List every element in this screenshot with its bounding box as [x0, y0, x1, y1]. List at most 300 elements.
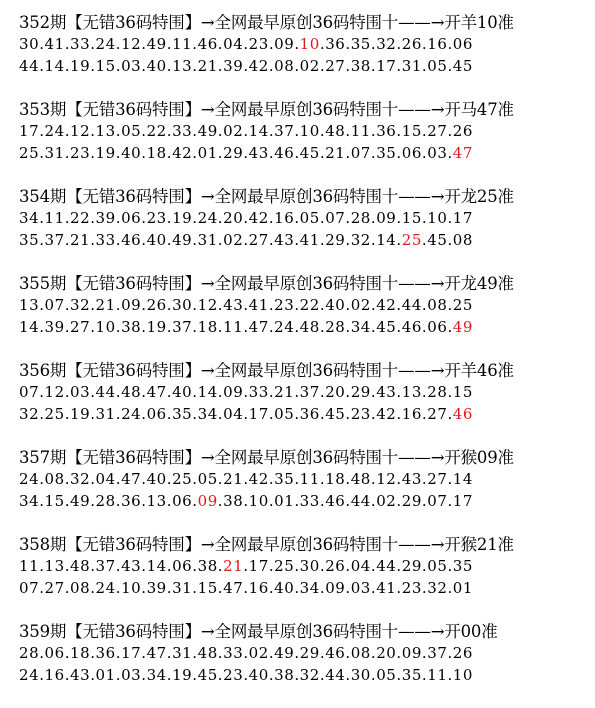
- number-separator: .: [243, 470, 249, 488]
- number-separator: .: [268, 557, 275, 575]
- number-cell: 11: [172, 35, 193, 53]
- number-cell: 21: [274, 383, 295, 401]
- number-cell: 33: [299, 492, 320, 510]
- issue-entry: [19, 12, 589, 99]
- number-cell: 40: [248, 666, 269, 684]
- number-separator: .: [319, 644, 326, 662]
- number-cell: 24: [44, 122, 65, 140]
- number-cell: 21: [223, 557, 244, 575]
- number-cell: 12: [376, 470, 397, 488]
- number-cell: 02: [350, 296, 371, 314]
- number-cell: 24: [274, 318, 295, 336]
- number-row: [19, 207, 589, 229]
- number-cell: 28: [19, 644, 40, 662]
- number-separator: .: [421, 470, 428, 488]
- number-cell: 45: [452, 57, 473, 75]
- number-separator: .: [294, 318, 300, 336]
- number-separator: .: [166, 405, 173, 423]
- number-separator: .: [447, 644, 453, 662]
- number-cell: 16: [274, 209, 295, 227]
- number-cell: 13: [172, 57, 193, 75]
- number-separator: .: [345, 318, 351, 336]
- number-cell: 36: [299, 405, 320, 423]
- number-cell: 42: [248, 209, 269, 227]
- number-cell: 19: [70, 405, 91, 423]
- number-cell: 08: [44, 470, 65, 488]
- number-cell: 23: [350, 405, 371, 423]
- number-cell: 48: [350, 470, 371, 488]
- number-cell: 14: [452, 470, 473, 488]
- number-separator: .: [192, 557, 198, 575]
- number-separator: .: [217, 231, 224, 249]
- number-cell: 09: [197, 492, 218, 510]
- number-cell: 35: [401, 666, 422, 684]
- issue-entry: [19, 621, 589, 708]
- number-row: [19, 468, 589, 490]
- number-cell: 09: [121, 296, 142, 314]
- number-separator: .: [396, 405, 402, 423]
- number-cell: 25: [172, 470, 193, 488]
- number-cell: 42: [248, 470, 269, 488]
- number-cell: 08: [274, 57, 295, 75]
- number-cell: 40: [146, 57, 167, 75]
- number-separator: .: [115, 644, 122, 662]
- number-cell: 32: [19, 405, 40, 423]
- number-separator: .: [115, 57, 122, 75]
- number-separator: .: [319, 470, 326, 488]
- number-separator: .: [243, 666, 249, 684]
- number-cell: 43: [376, 383, 397, 401]
- number-separator: .: [90, 35, 96, 53]
- number-cell: 32: [70, 296, 91, 314]
- number-separator: .: [115, 405, 122, 423]
- number-cell: 45: [299, 144, 320, 162]
- number-cell: 18: [70, 644, 91, 662]
- number-cell: 16: [44, 666, 65, 684]
- number-separator: .: [396, 296, 402, 314]
- number-separator: .: [217, 579, 224, 597]
- number-separator: .: [345, 579, 351, 597]
- number-separator: .: [115, 231, 122, 249]
- number-separator: .: [39, 557, 45, 575]
- number-cell: 09: [401, 644, 422, 662]
- number-separator: .: [447, 122, 453, 140]
- number-cell: 17: [19, 122, 40, 140]
- number-cell: 01: [95, 666, 116, 684]
- number-cell: 48: [121, 383, 142, 401]
- number-separator: .: [90, 666, 96, 684]
- number-separator: .: [141, 209, 147, 227]
- number-separator: .: [345, 57, 351, 75]
- number-separator: .: [217, 318, 224, 336]
- number-separator: .: [192, 57, 198, 75]
- number-separator: .: [166, 231, 173, 249]
- number-separator: .: [64, 35, 71, 53]
- number-cell: 37: [95, 557, 116, 575]
- number-separator: .: [217, 57, 224, 75]
- number-separator: .: [243, 296, 249, 314]
- number-separator: .: [141, 383, 147, 401]
- number-cell: 20: [325, 383, 346, 401]
- number-separator: .: [141, 318, 147, 336]
- number-cell: 03: [70, 383, 91, 401]
- number-separator: .: [447, 296, 453, 314]
- number-cell: 07: [350, 144, 371, 162]
- number-separator: .: [294, 296, 300, 314]
- number-cell: 11: [44, 209, 65, 227]
- number-cell: 44: [401, 296, 422, 314]
- number-cell: 19: [95, 144, 116, 162]
- number-separator: .: [166, 144, 173, 162]
- number-separator: .: [370, 57, 377, 75]
- number-cell: 25: [452, 296, 473, 314]
- number-separator: .: [396, 144, 402, 162]
- number-separator: .: [243, 231, 249, 249]
- number-separator: .: [166, 57, 173, 75]
- number-separator: .: [421, 557, 428, 575]
- number-cell: 37: [274, 122, 295, 140]
- number-cell: 04: [223, 405, 244, 423]
- number-separator: .: [345, 231, 351, 249]
- number-separator: .: [294, 666, 300, 684]
- number-separator: .: [294, 35, 300, 53]
- number-separator: .: [421, 492, 428, 510]
- number-cell: 14: [376, 231, 397, 249]
- number-separator: .: [166, 122, 173, 140]
- number-cell: 46: [401, 318, 422, 336]
- number-cell: 38: [223, 492, 244, 510]
- prediction-document: [19, 12, 589, 708]
- number-cell: 44: [19, 57, 40, 75]
- number-cell: 31: [44, 144, 65, 162]
- number-separator: .: [39, 296, 45, 314]
- number-separator: .: [421, 209, 428, 227]
- number-separator: .: [447, 383, 453, 401]
- number-separator: .: [243, 57, 249, 75]
- number-cell: 38: [197, 557, 218, 575]
- number-cell: 27: [248, 231, 269, 249]
- number-cell: 17: [376, 57, 397, 75]
- number-separator: .: [243, 557, 249, 575]
- number-separator: .: [396, 35, 402, 53]
- number-cell: 27: [325, 57, 346, 75]
- number-separator: .: [421, 57, 428, 75]
- number-cell: 11: [427, 666, 448, 684]
- number-cell: 29: [325, 231, 346, 249]
- number-separator: .: [294, 57, 300, 75]
- number-cell: 39: [223, 57, 244, 75]
- number-cell: 16: [248, 579, 269, 597]
- number-cell: 02: [248, 644, 269, 662]
- number-separator: .: [421, 318, 428, 336]
- number-separator: .: [345, 383, 351, 401]
- number-cell: 21: [70, 231, 91, 249]
- number-cell: 20: [376, 644, 397, 662]
- number-cell: 26: [452, 644, 473, 662]
- number-cell: 37: [299, 383, 320, 401]
- number-separator: .: [39, 405, 45, 423]
- number-separator: .: [370, 557, 377, 575]
- number-cell: 39: [146, 579, 167, 597]
- number-cell: 15: [401, 122, 422, 140]
- number-cell: 38: [121, 318, 142, 336]
- number-cell: 11: [19, 557, 40, 575]
- number-separator: .: [115, 144, 122, 162]
- number-cell: 32: [376, 35, 397, 53]
- number-separator: .: [64, 405, 71, 423]
- number-separator: .: [447, 492, 453, 510]
- number-separator: .: [268, 644, 275, 662]
- number-separator: .: [243, 122, 249, 140]
- number-separator: .: [141, 296, 147, 314]
- number-cell: 17: [121, 644, 142, 662]
- number-cell: 35: [376, 144, 397, 162]
- number-separator: .: [115, 557, 122, 575]
- number-cell: 05: [274, 405, 295, 423]
- number-separator: .: [217, 405, 224, 423]
- number-cell: 09: [274, 35, 295, 53]
- number-cell: 24: [121, 405, 142, 423]
- number-separator: .: [64, 579, 71, 597]
- number-separator: .: [294, 470, 300, 488]
- number-cell: 06: [427, 318, 448, 336]
- number-separator: .: [319, 209, 326, 227]
- number-cell: 47: [452, 144, 473, 162]
- number-cell: 35: [274, 470, 295, 488]
- number-separator: .: [166, 666, 173, 684]
- number-cell: 41: [299, 231, 320, 249]
- number-cell: 47: [121, 470, 142, 488]
- number-cell: 40: [325, 296, 346, 314]
- number-separator: .: [90, 405, 96, 423]
- number-separator: .: [166, 209, 173, 227]
- number-separator: .: [396, 231, 402, 249]
- number-cell: 31: [172, 644, 193, 662]
- number-cell: 48: [325, 122, 346, 140]
- number-separator: .: [268, 209, 275, 227]
- number-cell: 04: [223, 35, 244, 53]
- number-separator: .: [447, 231, 453, 249]
- number-cell: 36: [325, 35, 346, 53]
- number-separator: .: [192, 296, 198, 314]
- number-cell: 01: [274, 492, 295, 510]
- number-separator: .: [319, 383, 326, 401]
- number-separator: .: [370, 209, 377, 227]
- number-cell: 28: [95, 492, 116, 510]
- number-separator: .: [370, 296, 377, 314]
- number-cell: 38: [350, 57, 371, 75]
- number-separator: .: [319, 57, 326, 75]
- number-cell: 13: [401, 383, 422, 401]
- number-cell: 41: [376, 579, 397, 597]
- number-cell: 27: [44, 579, 65, 597]
- number-separator: .: [141, 405, 147, 423]
- number-separator: .: [268, 122, 275, 140]
- number-separator: .: [319, 666, 326, 684]
- number-cell: 26: [146, 296, 167, 314]
- number-cell: 12: [70, 122, 91, 140]
- number-separator: .: [64, 666, 71, 684]
- number-separator: .: [141, 666, 147, 684]
- number-cell: 20: [223, 209, 244, 227]
- number-cell: 17: [452, 209, 473, 227]
- number-separator: .: [166, 644, 173, 662]
- number-cell: 23: [401, 579, 422, 597]
- number-separator: .: [192, 644, 198, 662]
- number-cell: 14: [197, 383, 218, 401]
- number-cell: 03: [350, 579, 371, 597]
- number-separator: .: [90, 231, 96, 249]
- number-cell: 46: [452, 405, 473, 423]
- number-row: [19, 555, 589, 577]
- number-separator: .: [447, 557, 453, 575]
- number-separator: .: [396, 57, 402, 75]
- number-cell: 12: [44, 383, 65, 401]
- number-separator: .: [345, 35, 351, 53]
- number-cell: 41: [44, 35, 65, 53]
- number-separator: .: [396, 557, 402, 575]
- number-row: [19, 33, 589, 55]
- number-cell: 34: [146, 666, 167, 684]
- issue-title: 353期【无错36码特围】→全网最早原创36码特围十——→开马47准: [19, 100, 514, 119]
- number-cell: 33: [223, 644, 244, 662]
- number-cell: 48: [299, 318, 320, 336]
- number-separator: .: [447, 57, 453, 75]
- number-cell: 10: [121, 579, 142, 597]
- number-separator: .: [141, 557, 147, 575]
- number-separator: .: [166, 579, 173, 597]
- number-cell: 44: [376, 557, 397, 575]
- number-separator: .: [39, 35, 45, 53]
- number-separator: .: [243, 579, 249, 597]
- number-separator: .: [192, 231, 198, 249]
- number-separator: .: [319, 122, 326, 140]
- number-separator: .: [217, 144, 224, 162]
- number-cell: 16: [401, 405, 422, 423]
- number-separator: .: [294, 405, 300, 423]
- number-separator: .: [64, 644, 71, 662]
- issue-entry: [19, 186, 589, 273]
- number-separator: .: [243, 492, 249, 510]
- number-separator: .: [115, 35, 122, 53]
- number-cell: 31: [95, 405, 116, 423]
- number-separator: .: [141, 579, 147, 597]
- number-cell: 02: [223, 231, 244, 249]
- number-separator: .: [192, 405, 198, 423]
- number-cell: 38: [274, 666, 295, 684]
- number-cell: 27: [427, 470, 448, 488]
- number-separator: .: [268, 666, 275, 684]
- number-cell: 33: [172, 122, 193, 140]
- number-cell: 24: [197, 209, 218, 227]
- number-separator: .: [396, 492, 402, 510]
- number-separator: .: [39, 492, 45, 510]
- number-separator: .: [268, 405, 275, 423]
- number-cell: 37: [44, 231, 65, 249]
- number-separator: .: [115, 492, 122, 510]
- number-separator: .: [447, 209, 453, 227]
- issue-entry: [19, 273, 589, 360]
- number-separator: .: [345, 144, 351, 162]
- number-cell: 13: [95, 122, 116, 140]
- number-cell: 13: [146, 492, 167, 510]
- number-cell: 49: [172, 231, 193, 249]
- number-separator: .: [166, 492, 173, 510]
- number-separator: .: [39, 209, 45, 227]
- number-separator: .: [90, 579, 96, 597]
- number-separator: .: [64, 122, 71, 140]
- number-cell: 13: [44, 557, 65, 575]
- number-separator: .: [345, 470, 351, 488]
- number-cell: 18: [197, 318, 218, 336]
- number-separator: .: [243, 144, 249, 162]
- number-cell: 42: [172, 144, 193, 162]
- number-cell: 37: [427, 644, 448, 662]
- number-separator: .: [421, 35, 428, 53]
- number-separator: .: [319, 557, 326, 575]
- number-cell: 09: [376, 209, 397, 227]
- number-separator: .: [90, 122, 96, 140]
- number-cell: 43: [248, 144, 269, 162]
- number-cell: 40: [121, 144, 142, 162]
- number-separator: .: [115, 383, 122, 401]
- number-cell: 32: [350, 231, 371, 249]
- number-cell: 29: [223, 144, 244, 162]
- number-row: [19, 229, 589, 251]
- issue-title: 352期【无错36码特围】→全网最早原创36码特围十——→开羊10准: [19, 13, 514, 32]
- number-cell: 06: [401, 144, 422, 162]
- number-separator: .: [268, 579, 275, 597]
- number-cell: 15: [95, 57, 116, 75]
- number-separator: .: [166, 318, 173, 336]
- number-separator: .: [90, 492, 96, 510]
- number-cell: 30: [19, 35, 40, 53]
- number-cell: 46: [121, 231, 142, 249]
- number-separator: .: [319, 318, 326, 336]
- number-row: [19, 55, 589, 77]
- number-row: [19, 294, 589, 316]
- number-separator: .: [421, 231, 428, 249]
- number-cell: 23: [70, 144, 91, 162]
- number-cell: 12: [121, 35, 142, 53]
- number-separator: .: [192, 209, 198, 227]
- number-separator: .: [243, 644, 249, 662]
- number-cell: 43: [401, 470, 422, 488]
- number-separator: .: [192, 470, 198, 488]
- number-cell: 27: [427, 122, 448, 140]
- number-separator: .: [39, 57, 45, 75]
- number-cell: 35: [452, 557, 473, 575]
- number-separator: .: [64, 57, 71, 75]
- number-separator: .: [294, 579, 300, 597]
- number-cell: 22: [146, 122, 167, 140]
- number-separator: .: [345, 296, 351, 314]
- number-row: [19, 403, 589, 425]
- number-separator: .: [39, 231, 45, 249]
- number-separator: .: [217, 209, 224, 227]
- number-cell: 42: [248, 57, 269, 75]
- number-cell: 24: [95, 35, 116, 53]
- number-cell: 47: [146, 383, 167, 401]
- number-separator: .: [217, 122, 224, 140]
- number-cell: 10: [427, 209, 448, 227]
- number-separator: .: [39, 144, 45, 162]
- number-cell: 32: [70, 470, 91, 488]
- number-cell: 48: [197, 644, 218, 662]
- number-cell: 14: [146, 557, 167, 575]
- number-cell: 48: [70, 557, 91, 575]
- number-cell: 26: [452, 122, 473, 140]
